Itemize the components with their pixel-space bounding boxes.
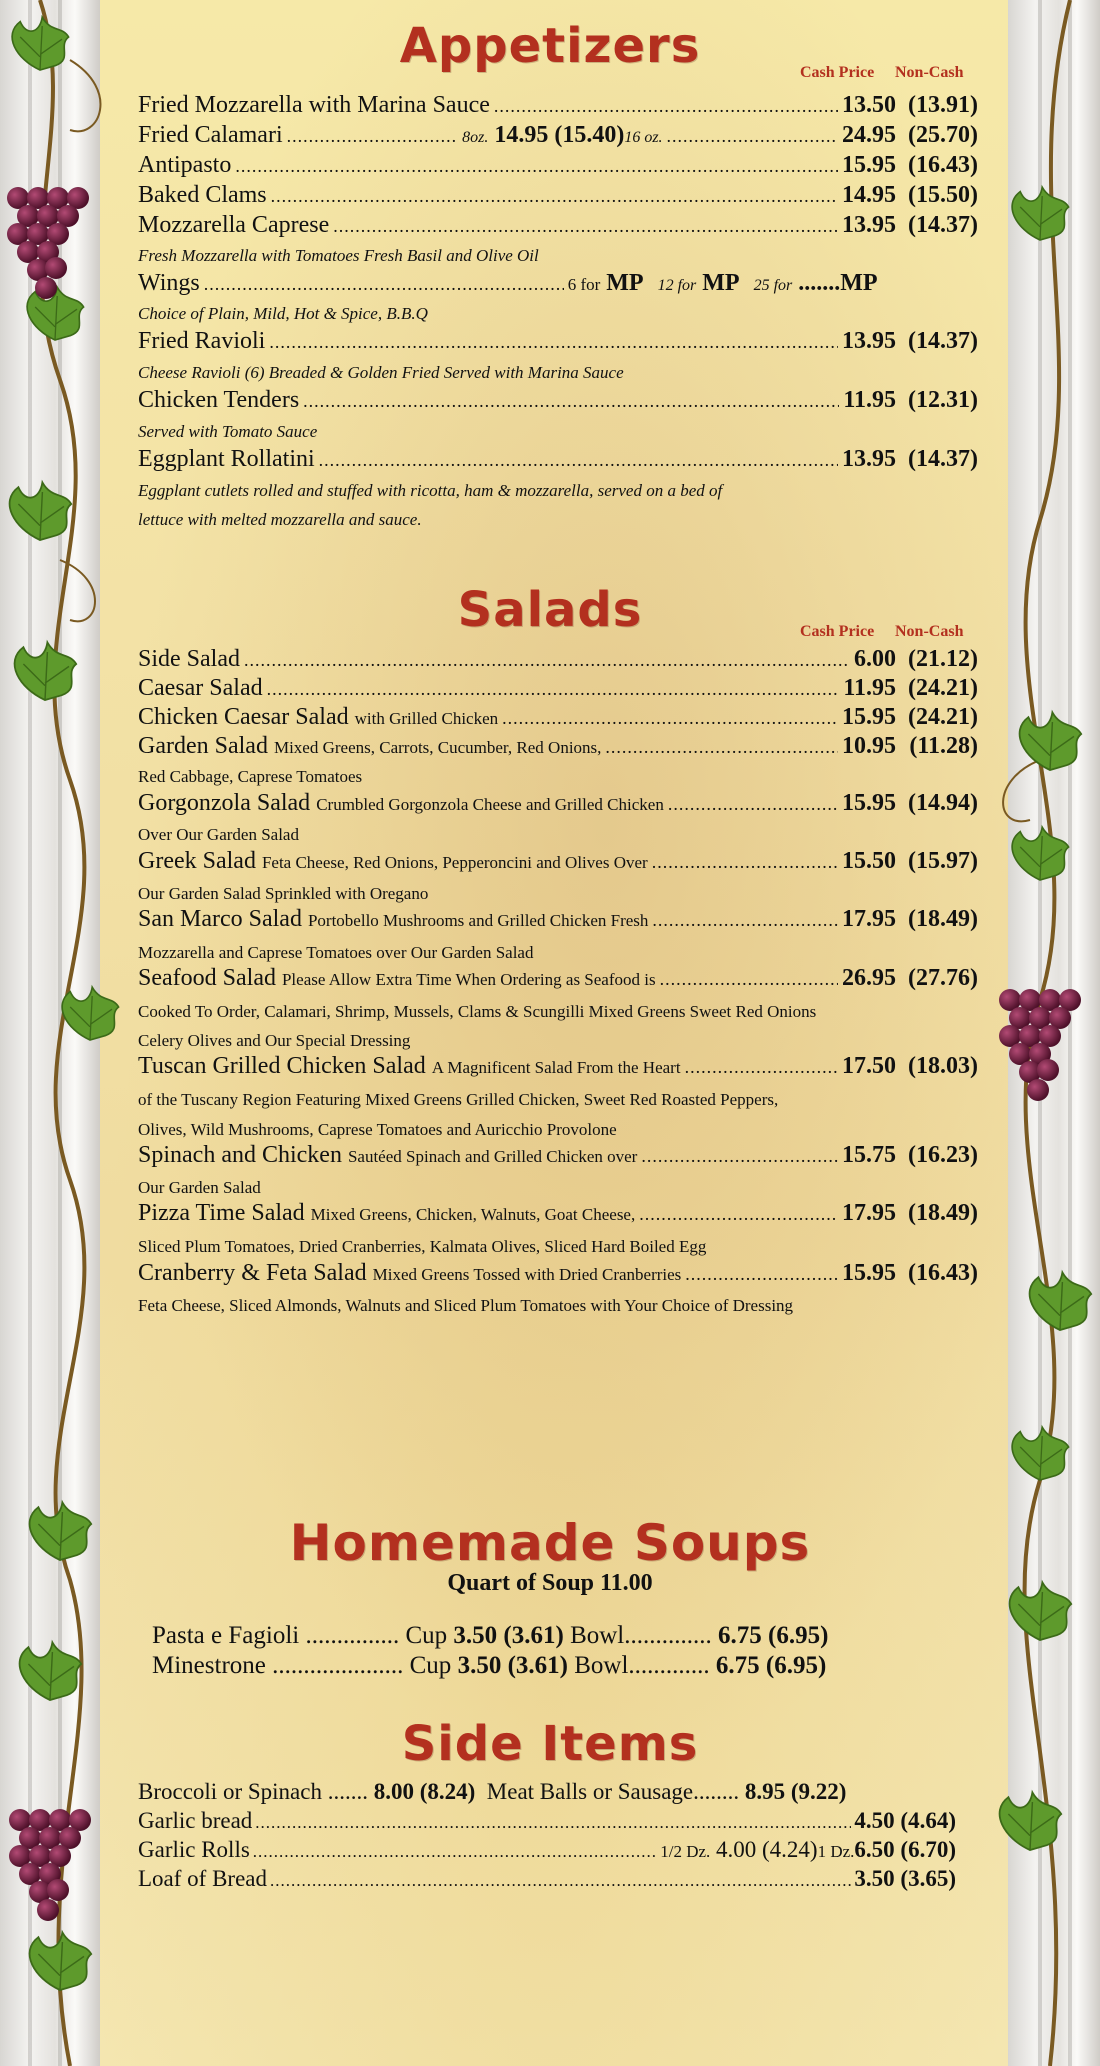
item-name: Garlic bread	[138, 1808, 253, 1833]
soup-name: Pasta e Fagioli	[152, 1622, 300, 1649]
salads-title: Salads	[457, 582, 643, 638]
item-name: Garden Salad	[138, 733, 268, 759]
item-description: Red Cabbage, Caprese Tomatoes	[138, 767, 363, 786]
cup-noncash-price: (3.61)	[507, 1652, 568, 1679]
item-inline-description: Sautéed Spinach and Grilled Chicken over	[347, 1147, 638, 1166]
item-name: Greek Salad	[138, 848, 256, 874]
salads-noncash-header: Non-Cash	[895, 623, 964, 640]
item-description: Our Garden Salad Sprinkled with Oregano	[138, 884, 429, 903]
item-noncash-price: (24.21)	[908, 675, 978, 701]
item-noncash-price: (15.50)	[908, 182, 978, 208]
bowl-noncash-price: (6.95)	[768, 1622, 829, 1649]
menu-item	[138, 122, 978, 152]
item-inline-description: Feta Cheese, Red Onions, Pepperoncini and Olives Over	[261, 853, 648, 872]
menu-item	[138, 848, 978, 878]
menu-item: Wings ..... 6 for MP 12 for MP 25 for .......MP	[138, 270, 978, 300]
soups-subtitle: Quart of Soup 11.00	[447, 1570, 653, 1596]
menu-item	[138, 906, 978, 936]
menu-item	[138, 1142, 978, 1172]
item-price: 15.75	[842, 1142, 896, 1168]
item-price: 17.95	[842, 906, 896, 932]
soups-title: Homemade Soups	[289, 1514, 811, 1572]
item-description: Mozzarella and Caprese Tomatoes over Our Garden Salad	[138, 943, 534, 962]
item-description: lettuce with melted mozzarella and sauce.	[138, 510, 422, 529]
menu-item	[138, 646, 978, 676]
item-name: Fried Calamari	[138, 122, 283, 148]
item-price: 15.95	[842, 1260, 896, 1286]
item-name: Pizza Time Salad	[138, 1200, 305, 1226]
item-name: Wings	[138, 270, 200, 296]
item-name: Chicken Caesar Salad	[138, 704, 349, 730]
item-inline-description: Crumbled Gorgonzola Cheese and Grilled Chicken	[316, 795, 664, 814]
item-description: Choice of Plain, Mild, Hot & Spice, B.B.Q	[138, 304, 428, 323]
side-items-title: Side Items	[401, 1716, 699, 1772]
item-description: of the Tuscany Region Featuring Mixed Greens Grilled Chicken, Sweet Red Roasted Peppers,	[138, 1090, 779, 1109]
item-description: Eggplant cutlets rolled and stuffed with ricotta, ham & mozzarella, served on a bed of	[138, 481, 723, 500]
item-name: Loaf of Bread	[138, 1866, 267, 1891]
item-price: 13.95	[842, 446, 896, 472]
item-inline-description: Mixed Greens, Chicken, Walnuts, Goat Cheese,	[310, 1205, 636, 1224]
item-noncash-price: (27.76)	[908, 965, 978, 991]
item-description: Our Garden Salad	[138, 1178, 261, 1197]
bowl-price: 6.75	[715, 1652, 760, 1679]
item-description: Olives, Wild Mushrooms, Caprese Tomatoes and Auricchio Provolone	[138, 1120, 617, 1139]
appetizers-cash-header: Cash Price	[800, 64, 875, 81]
appetizers-title: Appetizers	[399, 18, 701, 74]
item-name: Mozzarella Caprese	[138, 212, 330, 238]
item-name: Fried Mozzarella with Marina Sauce	[138, 92, 490, 118]
menu-item	[138, 1200, 978, 1230]
item-inline-description: Mixed Greens, Carrots, Cucumber, Red Onions,	[273, 738, 602, 757]
cup-price: 3.50	[453, 1622, 498, 1649]
item-price: 4.00 (4.24)	[716, 1837, 818, 1862]
item-name: Gorgonzola Salad	[138, 790, 311, 816]
item-noncash-price: (13.91)	[908, 92, 978, 118]
item-price: 13.95	[842, 328, 896, 354]
item-size: 8oz.	[462, 129, 489, 146]
item-price: 26.95	[842, 965, 896, 991]
soup-row: Pasta e Fagioli ............... Cup 3.50 (3.61) Bowl .............. 6.75 (6.95)	[152, 1622, 829, 1649]
menu-item	[138, 733, 978, 763]
item-noncash-price: (14.37)	[908, 328, 978, 354]
cup-price: 3.50	[457, 1652, 502, 1679]
menu-item	[138, 92, 978, 122]
item-description: Fresh Mozzarella with Tomatoes Fresh Basil and Olive Oil	[138, 246, 539, 265]
item-name: Tuscan Grilled Chicken Salad	[138, 1053, 426, 1079]
item-noncash-price: (12.31)	[908, 387, 978, 413]
appetizers-noncash-header: Non-Cash	[895, 64, 964, 81]
item-inline-description: Please Allow Extra Time When Ordering as Seafood is	[281, 970, 656, 989]
item-noncash-price: (14.37)	[908, 212, 978, 238]
item-price: 15.50	[842, 848, 896, 874]
item-price: 11.95	[843, 675, 896, 701]
menu-item	[138, 212, 978, 242]
item-price: 4.50 (4.64)	[854, 1808, 956, 1833]
menu-item	[138, 704, 978, 734]
item-name: Broccoli or Spinach	[138, 1779, 322, 1804]
item-price: 8.95 (9.22)	[744, 1779, 847, 1804]
item-price: 15.95	[842, 704, 896, 730]
item-price: 24.95	[842, 122, 897, 148]
item-price: 8.00 (8.24)	[373, 1779, 476, 1804]
item-price: 6.50 (6.70)	[854, 1837, 956, 1862]
item-noncash-price: (15.97)	[908, 848, 978, 874]
item-noncash-price: (14.37)	[908, 446, 978, 472]
item-noncash-price: (21.12)	[908, 646, 978, 672]
soup-row: Minestrone ..................... Cup 3.50 (3.61) Bowl ............. 6.75 (6.95)	[152, 1652, 827, 1679]
item-noncash-price: (16.23)	[908, 1142, 978, 1168]
item-name: Side Salad	[138, 646, 240, 672]
item-price: 14.95	[842, 182, 896, 208]
bowl-price: 6.75	[718, 1622, 762, 1649]
item-inline-description: Mixed Greens Tossed with Dried Cranberries	[372, 1265, 682, 1284]
item-name: Caesar Salad	[138, 675, 263, 701]
item-price: 14.95	[494, 122, 549, 148]
item-name: Eggplant Rollatini	[138, 446, 315, 472]
item-name: Chicken Tenders	[138, 387, 300, 413]
item-price: 15.95	[842, 152, 896, 178]
cup-noncash-price: (3.61)	[503, 1622, 564, 1649]
menu-item	[138, 152, 978, 182]
item-price: 13.95	[842, 212, 896, 238]
item-noncash-price: (16.43)	[908, 1260, 978, 1286]
menu-item	[138, 1053, 978, 1083]
menu-item	[138, 675, 978, 705]
item-name: Baked Clams	[138, 182, 267, 208]
menu-item	[138, 387, 978, 417]
item-price: 10.95	[842, 733, 896, 759]
item-name: Fried Ravioli	[138, 328, 266, 354]
item-name: Cranberry & Feta Salad	[138, 1260, 367, 1286]
salads-cash-header: Cash Price	[800, 623, 875, 640]
menu-item	[138, 965, 978, 995]
item-price: 13.50	[842, 92, 896, 118]
item-description: Celery Olives and Our Special Dressing	[138, 1031, 411, 1050]
item-inline-description: Portobello Mushrooms and Grilled Chicken Fresh	[307, 911, 649, 930]
item-price: 15.95	[842, 790, 896, 816]
side-item-row	[138, 1866, 956, 1892]
item-name: Garlic Rolls	[138, 1837, 250, 1862]
soup-name: Minestrone	[152, 1652, 266, 1679]
item-description: Served with Tomato Sauce	[138, 422, 318, 441]
menu-item	[138, 328, 978, 358]
menu-item	[138, 182, 978, 212]
item-name: Meat Balls or Sausage	[486, 1779, 694, 1804]
item-description: Cheese Ravioli (6) Breaded & Golden Fried Served with Marina Sauce	[138, 363, 624, 382]
item-description: Feta Cheese, Sliced Almonds, Walnuts and Sliced Plum Tomatoes with Your Choice of Dressing	[138, 1296, 794, 1315]
item-price: 3.50 (3.65)	[854, 1866, 956, 1891]
item-size: 16 oz.	[624, 129, 663, 146]
item-price: 11.95	[843, 387, 896, 413]
side-item-row: Broccoli or Spinach ....... 8.00 (8.24) Meat Balls or Sausage ........ 8.95 (9.22)	[138, 1779, 847, 1804]
item-price: 17.50	[842, 1053, 896, 1079]
item-inline-description: with Grilled Chicken	[354, 709, 499, 728]
item-noncash-price: (18.03)	[908, 1053, 978, 1079]
bowl-noncash-price: (6.95)	[765, 1652, 827, 1679]
item-noncash-price: (24.21)	[908, 704, 978, 730]
menu-item	[138, 790, 978, 820]
item-noncash-price: (25.70)	[908, 122, 979, 148]
item-description: Cooked To Order, Calamari, Shrimp, Mussels, Clams & Scungilli Mixed Greens Sweet Red Onions	[138, 1002, 817, 1021]
item-price: 6.00	[854, 646, 896, 672]
item-noncash-price: (18.49)	[908, 906, 978, 932]
item-noncash-price: (16.43)	[908, 152, 978, 178]
item-noncash-price: (14.94)	[908, 790, 978, 816]
item-noncash-price: (11.28)	[909, 733, 978, 759]
side-item-row: Garlic Rolls ..... 1/2 Dz. 4.00 (4.24) 1 Dz. 6.50 (6.70)	[138, 1837, 956, 1863]
item-description: Sliced Plum Tomatoes, Dried Cranberries, Kalmata Olives, Sliced Hard Boiled Egg	[138, 1237, 707, 1256]
menu-item	[138, 446, 978, 476]
item-description: Over Our Garden Salad	[138, 825, 299, 844]
item-name: Spinach and Chicken	[138, 1142, 342, 1168]
item-noncash-price: (18.49)	[908, 1200, 978, 1226]
item-inline-description: A Magnificent Salad From the Heart	[431, 1058, 681, 1077]
item-name: Antipasto	[138, 152, 232, 178]
item-price: 17.95	[842, 1200, 896, 1226]
item-name: Seafood Salad	[138, 965, 276, 991]
item-noncash-price: (15.40)	[554, 122, 625, 148]
item-name: San Marco Salad	[138, 906, 302, 932]
side-item-row	[138, 1808, 956, 1834]
menu-item	[138, 1260, 978, 1290]
